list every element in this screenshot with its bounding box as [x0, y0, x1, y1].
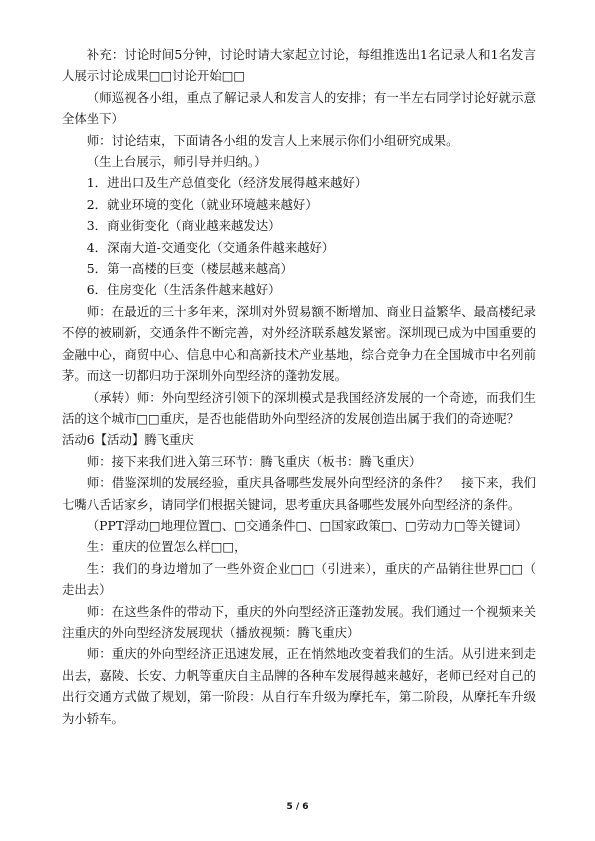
paragraph: 师：在最近的三十多年来，深圳对外贸易额不断增加、商业日益繁华、最高楼纪录不停的被刷新，交通条件不断完善，对外经济联系越发紧密。深圳现已成为中国重要的金融中心，商贸中心、信息中心和高新技术产业基地，综合竞争力在全国城市中名列前茅。而这一切都归功于深圳外向型经济的蓬勃发展。	[62, 303, 536, 384]
paragraph: 师：接下来我们进入第三环节：腾飞重庆（板书：腾飞重庆）	[86, 453, 422, 469]
paragraph: 补充：讨论时间5分钟，讨论时请大家起立讨论，每组推选出1名记录人和1名发言人展示讨论成果□□讨论开始□□	[62, 47, 536, 84]
paragraph: 3．商业街变化（商业越来越发达）	[86, 218, 281, 234]
paragraph: 师：在这些条件的带动下，重庆的外向型经济正蓬勃发展。我们通过一个视频来关注重庆的外向型经济发展现状（播放视频：腾飞重庆）	[62, 603, 536, 640]
paragraph: （PPT浮动□地理位置□、□交通条件□、□国家政策□、□劳动力□等关键词）	[86, 517, 528, 533]
paragraph: 4．深南大道-交通变化（交通条件越来越好）	[86, 239, 335, 255]
paragraph: 2．就业环境的变化（就业环境越来越好）	[86, 196, 318, 212]
page-number: 5 / 6	[286, 802, 309, 812]
paragraph: 师：讨论结束，下面请各小组的发言人上来展示你们小组研究成果。	[86, 132, 459, 148]
paragraph: （生上台展示，师引导并归纳。）	[86, 154, 267, 170]
document-body	[62, 44, 536, 729]
paragraph: （师巡视各小组，重点了解记录人和发言人的安排；有一半左右同学讨论好就示意全体坐下）	[62, 89, 536, 127]
paragraph: 师：借鉴深圳的发展经验，重庆具备哪些发展外向型经济的条件？ 接下来，我们七嘴八舌话家乡，请同学们根据关键词，思考重庆具备哪些发展外向型经济的条件。	[62, 475, 536, 512]
paragraph: 1．进出口及生产总值变化（经济发展得越来越好）	[86, 175, 368, 191]
paragraph: 6．住房变化（生活条件越来越好）	[86, 282, 281, 298]
paragraph: 5．第一高楼的巨变（楼层越来越高）	[86, 261, 293, 277]
paragraph: 生：我们的身边增加了一些外资企业□□（引进来），重庆的产品销往世界□□（走出去）	[62, 560, 536, 598]
paragraph: 师：重庆的外向型经济正迅速发展，正在悄然地改变着我们的生活。从引进来到走出去，嘉陵、长安、力帆等重庆自主品牌的各种车发展得越来越好，老师已经对自己的出行交通方式做了规划，第一阶段：从自行车升级为摩托车，第二阶段，从摩托车升级为小轿车。	[62, 646, 536, 726]
paragraph: （承转）师：外向型经济引领下的深圳模式是我国经济发展的一个奇迹，而我们生活的这个城市□□重庆，是否也能借助外向型经济的发展创造出属于我们的奇迹呢？	[62, 389, 536, 426]
paragraph: 生：重庆的位置怎么样□□，	[86, 539, 247, 555]
paragraph: 活动6【活动】腾飞重庆	[62, 432, 194, 448]
